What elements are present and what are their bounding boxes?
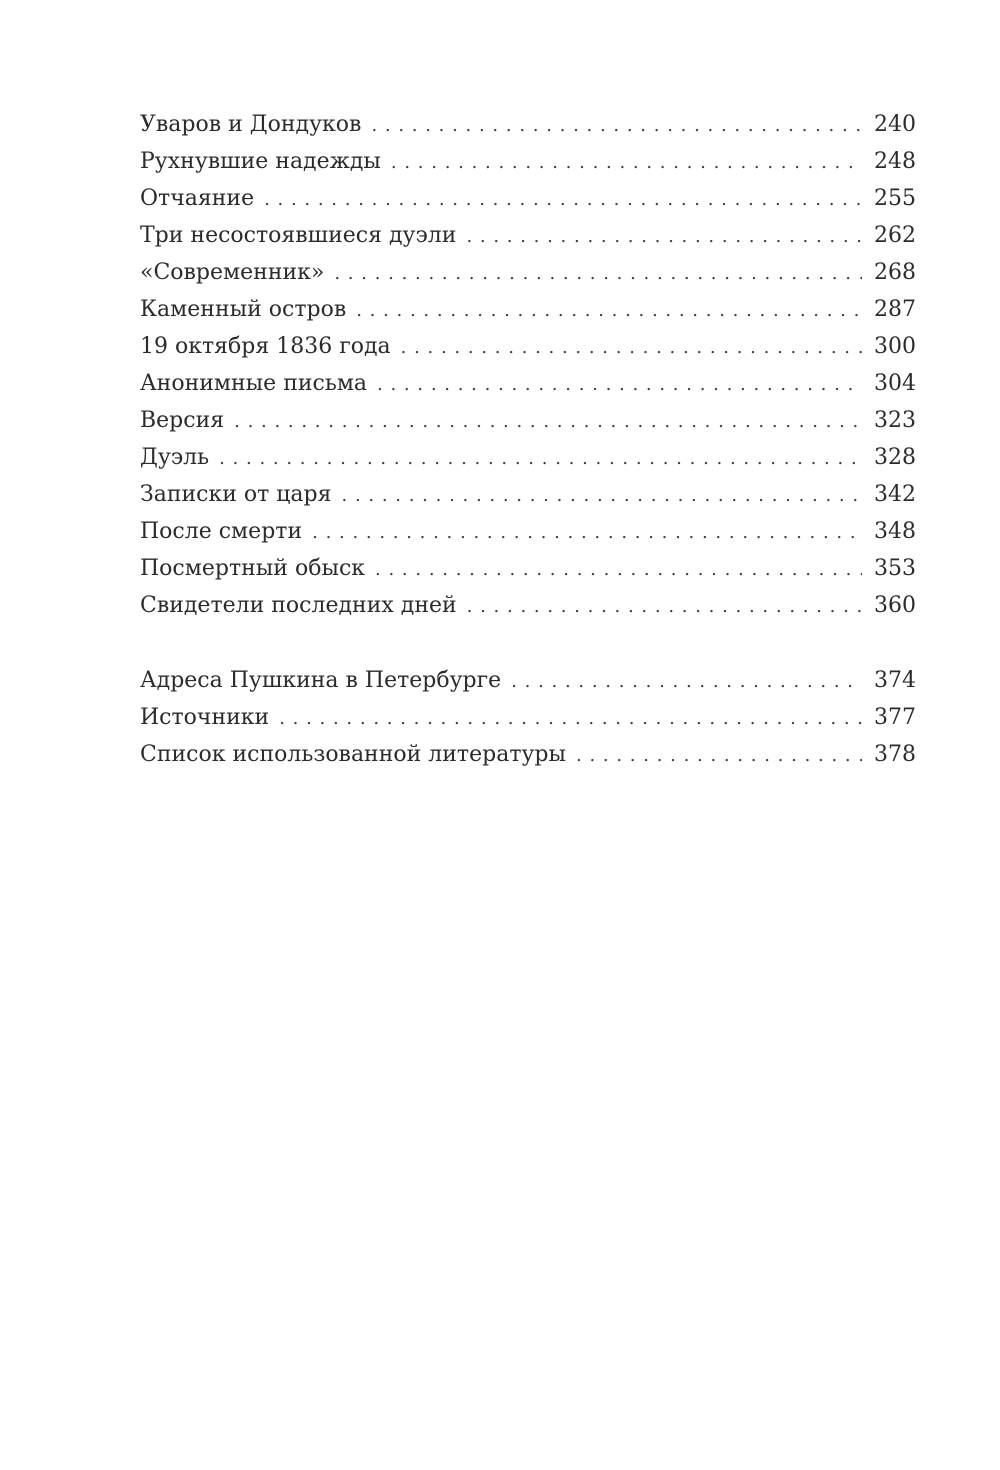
toc-entry-page: 255 — [874, 186, 916, 211]
dot-leader — [511, 662, 862, 699]
toc-entry[interactable] — [140, 365, 916, 402]
dot-leader — [356, 291, 862, 328]
toc-entry[interactable] — [140, 699, 916, 736]
toc-entry-title: После смерти — [140, 519, 303, 544]
toc-entry[interactable] — [140, 736, 916, 773]
toc-entry-title: 19 октября 1836 года — [140, 334, 391, 359]
dot-leader — [371, 106, 862, 143]
dot-leader — [377, 365, 862, 402]
toc-entry[interactable] — [140, 291, 916, 328]
toc-entry-page: 348 — [874, 519, 916, 544]
toc-entry-title: Адреса Пушкина в Петербурге — [140, 668, 502, 693]
toc-entry-title: Источники — [140, 705, 270, 730]
toc-entry-page: 248 — [874, 149, 916, 174]
toc-entry-title: Отчаяние — [140, 186, 255, 211]
toc-entry-title: Три несостоявшиеся дуэли — [140, 223, 457, 248]
toc-section-chapters — [140, 106, 916, 624]
toc-entry[interactable] — [140, 143, 916, 180]
toc-entry-page: 323 — [874, 408, 916, 433]
toc-entry[interactable] — [140, 587, 916, 624]
toc-entry[interactable] — [140, 402, 916, 439]
toc-entry-page: 304 — [874, 371, 916, 396]
dot-leader — [576, 736, 862, 773]
dot-leader — [312, 513, 862, 550]
toc-entry[interactable] — [140, 476, 916, 513]
toc-entry[interactable] — [140, 550, 916, 587]
toc-entry-title: Список использованной литературы — [140, 742, 567, 767]
dot-leader — [334, 254, 862, 291]
dot-leader — [466, 217, 862, 254]
dot-leader — [391, 143, 862, 180]
dot-leader — [279, 699, 862, 736]
toc-entry-title: Дуэль — [140, 445, 210, 470]
toc-entry-title: Анонимные письма — [140, 371, 368, 396]
toc-entry[interactable] — [140, 254, 916, 291]
dot-leader — [219, 439, 862, 476]
dot-leader — [467, 587, 862, 624]
toc-entry[interactable] — [140, 106, 916, 143]
toc-entry-page: 374 — [874, 668, 916, 693]
toc-entry-page: 268 — [874, 260, 916, 285]
toc-entry-page: 342 — [874, 482, 916, 507]
toc-entry[interactable] — [140, 217, 916, 254]
toc-entry-page: 300 — [874, 334, 916, 359]
toc-entry[interactable] — [140, 439, 916, 476]
toc-entry-page: 378 — [874, 742, 916, 767]
toc-entry-title: Свидетели последних дней — [140, 593, 457, 618]
toc-entry[interactable] — [140, 513, 916, 550]
dot-leader — [264, 180, 862, 217]
toc-entry[interactable] — [140, 180, 916, 217]
toc-entry-page: 328 — [874, 445, 916, 470]
toc-entry-title: Рухнувшие надежды — [140, 149, 381, 174]
toc-entry-page: 240 — [874, 112, 916, 137]
toc-entry-page: 287 — [874, 297, 916, 322]
toc-entry-title: Уваров и Дондуков — [140, 112, 362, 137]
toc-entry[interactable] — [140, 662, 916, 699]
toc-entry-title: Посмертный обыск — [140, 556, 366, 581]
toc-entry-page: 360 — [874, 593, 916, 618]
dot-leader — [342, 476, 862, 513]
toc-entry-page: 262 — [874, 223, 916, 248]
toc-entry-page: 353 — [874, 556, 916, 581]
toc-entry[interactable] — [140, 328, 916, 365]
dot-leader — [375, 550, 862, 587]
dot-leader — [401, 328, 862, 365]
toc-section-appendices — [140, 662, 916, 773]
toc-entry-title: Каменный остров — [140, 297, 347, 322]
dot-leader — [234, 402, 862, 439]
toc-entry-title: Версия — [140, 408, 225, 433]
toc-entry-title: «Современник» — [140, 260, 325, 285]
toc-entry-page: 377 — [874, 705, 916, 730]
table-of-contents — [140, 106, 916, 773]
toc-entry-title: Записки от царя — [140, 482, 332, 507]
